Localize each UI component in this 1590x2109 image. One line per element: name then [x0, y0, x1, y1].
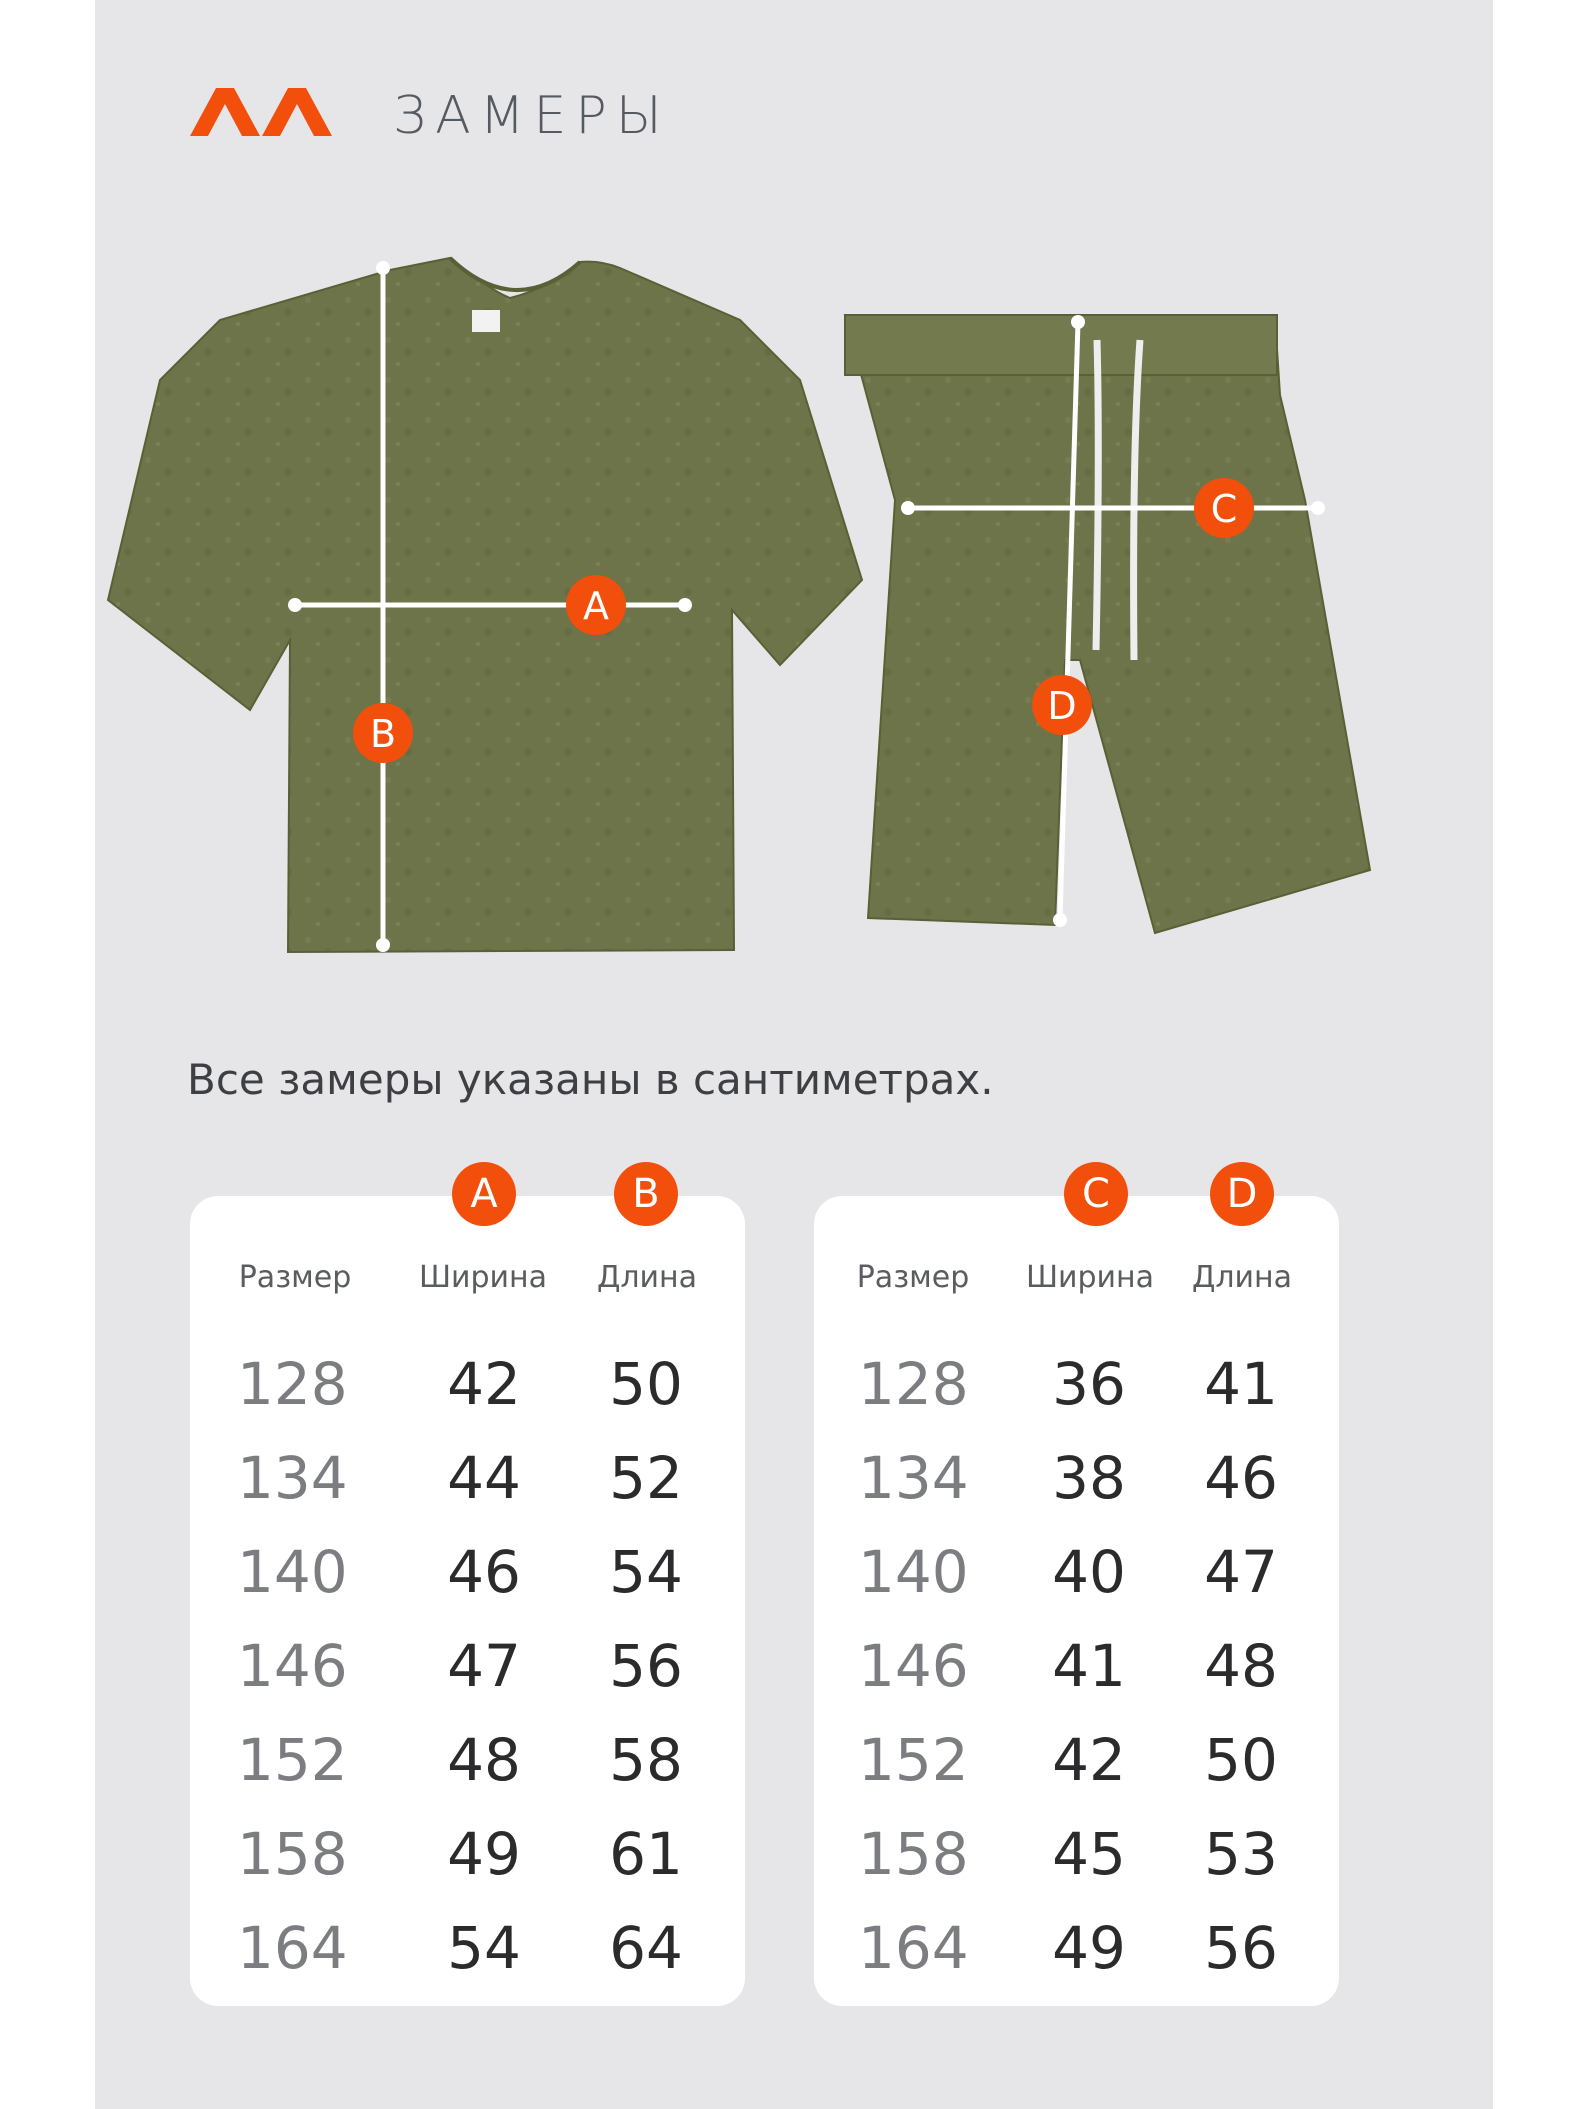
units-note: Все замеры указаны в сантиметрах.	[187, 1055, 994, 1104]
page-title: ЗАМЕРЫ	[393, 86, 671, 146]
badge-a-garment	[566, 575, 626, 635]
shorts-header-width: Ширина	[1025, 1260, 1155, 1295]
shorts-badge-d: D	[1210, 1162, 1274, 1226]
width-cell: 47	[447, 1632, 521, 1700]
width-cell: 38	[1052, 1444, 1126, 1512]
tshirt-header-width: Ширина	[418, 1260, 548, 1295]
size-cell: 152	[858, 1726, 969, 1794]
length-cell: 58	[609, 1726, 683, 1794]
tshirt-badge-b: B	[614, 1162, 678, 1226]
length-cell: 50	[1204, 1726, 1278, 1794]
size-cell: 146	[237, 1632, 348, 1700]
svg-text:B: B	[369, 712, 397, 756]
width-cell: 48	[447, 1726, 521, 1794]
tshirt-header-size: Размер	[238, 1260, 352, 1295]
width-cell: 36	[1052, 1350, 1126, 1418]
width-cell: 49	[1052, 1914, 1126, 1982]
shorts-header-size: Размер	[856, 1260, 970, 1295]
width-cell: 40	[1052, 1538, 1126, 1606]
width-cell: 49	[447, 1820, 521, 1888]
length-cell: 41	[1204, 1350, 1278, 1418]
width-cell: 41	[1052, 1632, 1126, 1700]
svg-text:C: C	[1210, 487, 1238, 531]
size-cell: 140	[237, 1538, 348, 1606]
badge-c-garment	[1194, 478, 1254, 538]
length-cell: 64	[609, 1914, 683, 1982]
size-cell: 128	[237, 1350, 348, 1418]
length-cell: 47	[1204, 1538, 1278, 1606]
length-cell: 50	[609, 1350, 683, 1418]
size-cell: 140	[858, 1538, 969, 1606]
badge-d-garment	[1032, 675, 1092, 735]
length-cell: 61	[609, 1820, 683, 1888]
width-cell: 54	[447, 1914, 521, 1982]
size-cell: 152	[237, 1726, 348, 1794]
garments-illustration	[100, 250, 1400, 970]
shorts-header-length: Длина	[1191, 1260, 1293, 1295]
length-cell: 46	[1204, 1444, 1278, 1512]
shorts-image	[845, 315, 1370, 933]
tshirt-header-length: Длина	[596, 1260, 698, 1295]
length-cell: 53	[1204, 1820, 1278, 1888]
badge-b-garment	[353, 703, 413, 763]
svg-text:D: D	[1047, 684, 1077, 728]
svg-text:A: A	[583, 584, 609, 628]
size-cell: 158	[858, 1820, 969, 1888]
size-cell: 134	[858, 1444, 969, 1512]
width-cell: 42	[1052, 1726, 1126, 1794]
width-cell: 42	[447, 1350, 521, 1418]
tshirt-badge-a: A	[452, 1162, 516, 1226]
size-cell: 128	[858, 1350, 969, 1418]
width-cell: 46	[447, 1538, 521, 1606]
width-cell: 45	[1052, 1820, 1126, 1888]
size-cell: 134	[237, 1444, 348, 1512]
length-cell: 56	[609, 1632, 683, 1700]
size-cell: 146	[858, 1632, 969, 1700]
length-cell: 52	[609, 1444, 683, 1512]
brand-logo-icon	[190, 88, 332, 136]
size-cell: 158	[237, 1820, 348, 1888]
length-cell: 56	[1204, 1914, 1278, 1982]
length-cell: 54	[609, 1538, 683, 1606]
size-cell: 164	[237, 1914, 348, 1982]
size-cell: 164	[858, 1914, 969, 1982]
length-cell: 48	[1204, 1632, 1278, 1700]
shorts-badge-c: C	[1064, 1162, 1128, 1226]
width-cell: 44	[447, 1444, 521, 1512]
